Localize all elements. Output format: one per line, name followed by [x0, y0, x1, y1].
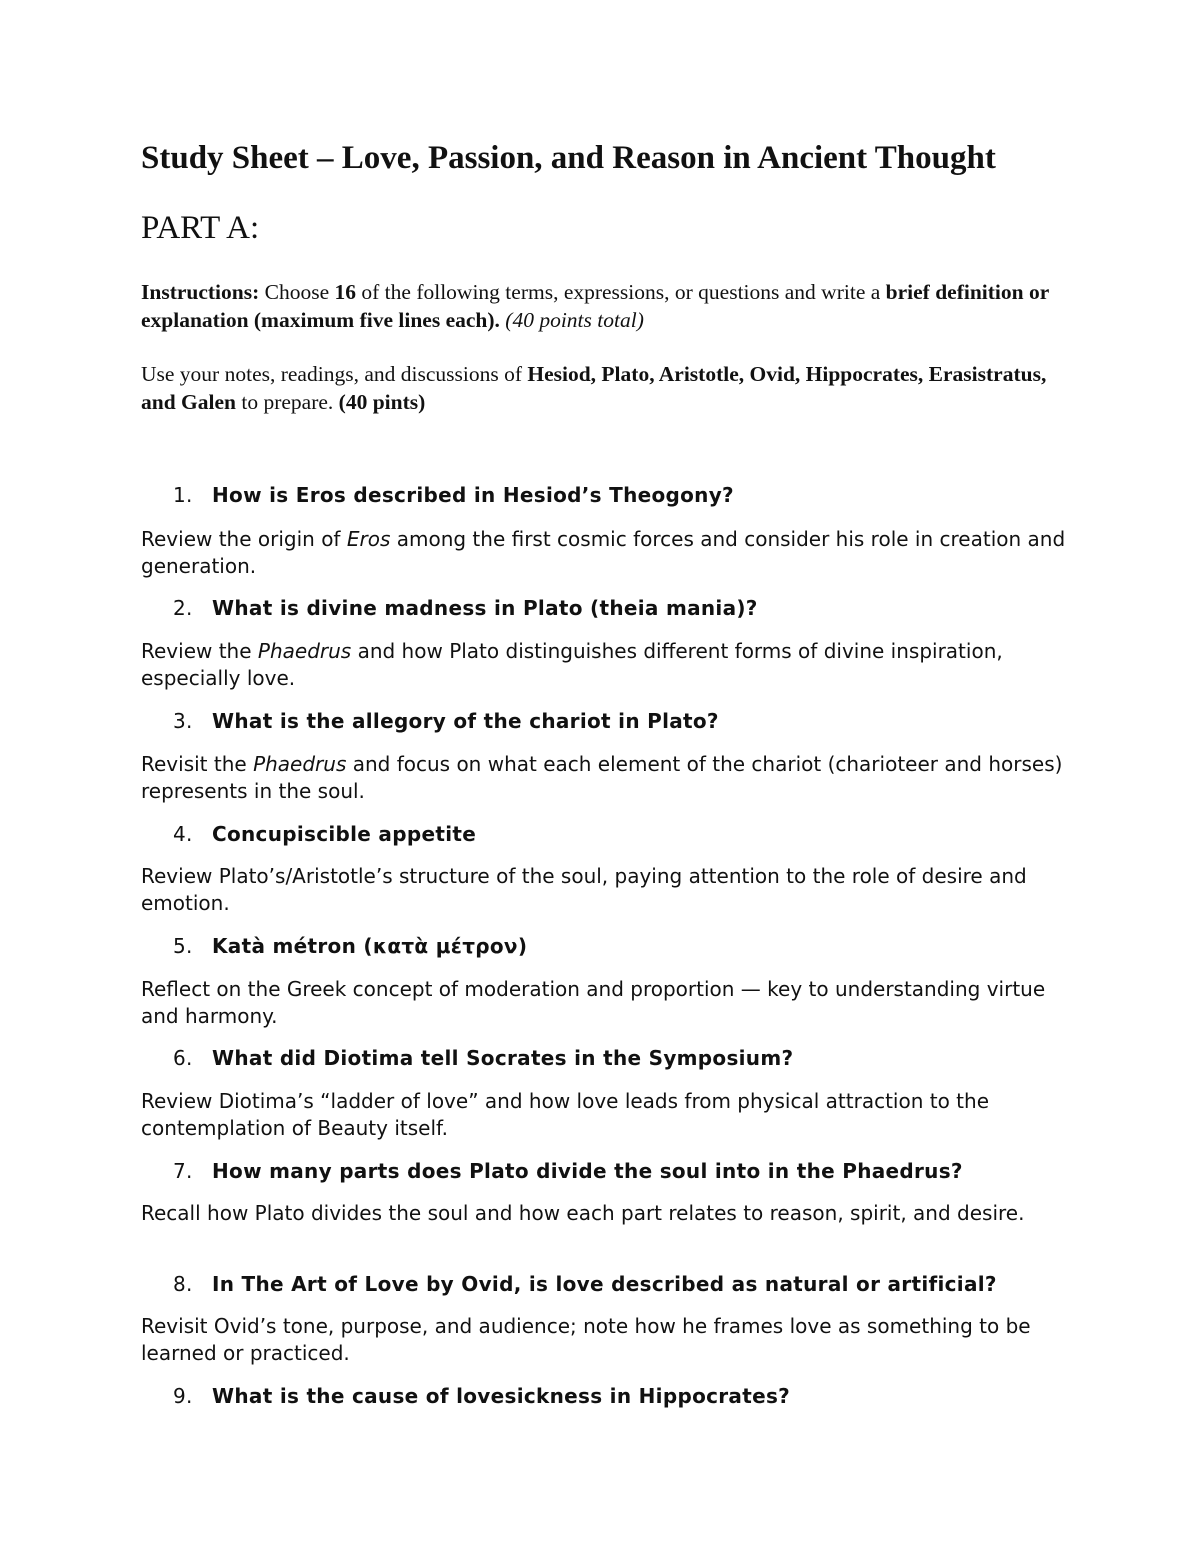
answer-hint	[141, 1313, 1071, 1367]
question-item	[173, 1383, 790, 1409]
question-text: Concupiscible appetite	[212, 822, 477, 846]
instructions-text-2: of the following terms, expressions, or questions and write a	[356, 280, 886, 304]
answer-emphasis: Eros	[346, 527, 391, 551]
instructions-bold: brief definition or explanation (maximum five lines each).	[141, 280, 1049, 332]
answer-hint	[141, 526, 1071, 580]
question-text: What is divine madness in Plato (theia mania)?	[212, 596, 758, 620]
answer-hint	[141, 1200, 1071, 1227]
prepare-points: (40 pints)	[338, 390, 426, 414]
answer-emphasis: Phaedrus	[257, 639, 352, 663]
answer-text-1: Review Plato’s/Aristotle’s structure of the soul, paying attention to the role of desire and emotion.	[141, 864, 1027, 915]
question-item	[173, 1158, 963, 1184]
answer-hint	[141, 638, 1071, 692]
answer-hint	[141, 863, 1071, 917]
question-number: 5.	[173, 934, 193, 958]
question-text: How is Eros described in Hesiod’s Theogony?	[212, 483, 734, 507]
answer-text-1: Review the origin of	[141, 527, 347, 551]
prepare-authors: Hesiod, Plato, Aristotle, Ovid, Hippocrates, Erasistratus, and Galen	[141, 362, 1047, 414]
question-number: 9.	[173, 1384, 193, 1408]
instructions-text-1: Choose	[259, 280, 335, 304]
answer-hint	[141, 976, 1071, 1030]
answer-hint	[141, 1088, 1071, 1142]
question-number: 3.	[173, 709, 193, 733]
question-text: In The Art of Love by Ovid, is love described as natural or artificial?	[212, 1272, 997, 1296]
answer-text-1: Reflect on the Greek concept of moderation and proportion — key to understanding virtue and harmony.	[141, 977, 1046, 1028]
document-title: Study Sheet – Love, Passion, and Reason in Ancient Thought	[141, 140, 996, 176]
answer-text-1: Review Diotima’s “ladder of love” and how love leads from physical attraction to the contemplation of Beauty itself.	[141, 1089, 989, 1140]
question-item	[173, 1271, 997, 1297]
answer-text-1: Recall how Plato divides the soul and how each part relates to reason, spirit, and desire.	[141, 1201, 1025, 1225]
part-heading: PART A:	[141, 210, 260, 246]
answer-text-2: and how Plato distinguishes different forms of divine inspiration, especially love.	[141, 639, 1003, 690]
question-text: What is the cause of lovesickness in Hippocrates?	[212, 1384, 791, 1408]
answer-text-1: Revisit Ovid’s tone, purpose, and audience; note how he frames love as something to be learned or practiced.	[141, 1314, 1031, 1365]
question-item	[173, 595, 758, 621]
question-text: What did Diotima tell Socrates in the Symposium?	[212, 1046, 794, 1070]
prepare-paragraph	[141, 360, 1081, 416]
answer-text-1: Revisit the	[141, 752, 254, 776]
question-number: 7.	[173, 1159, 193, 1183]
question-number: 8.	[173, 1272, 193, 1296]
question-item	[173, 933, 527, 959]
question-number: 6.	[173, 1046, 193, 1070]
question-text: Katà métron (κατὰ μέτρον)	[212, 934, 528, 958]
answer-text-2: among the first cosmic forces and consider his role in creation and generation.	[141, 527, 1066, 578]
answer-text-2: and focus on what each element of the chariot (charioteer and horses) represents in the soul.	[141, 752, 1063, 803]
question-item	[173, 482, 734, 508]
instructions-label: Instructions:	[141, 280, 260, 304]
answer-hint	[141, 751, 1071, 805]
instructions-paragraph	[141, 278, 1081, 334]
question-item	[173, 821, 476, 847]
question-number: 1.	[173, 483, 193, 507]
question-text: How many parts does Plato divide the soul into in the Phaedrus?	[212, 1159, 963, 1183]
answer-text-1: Review the	[141, 639, 258, 663]
answer-emphasis: Phaedrus	[253, 752, 347, 776]
prepare-text-1: Use your notes, readings, and discussions of	[141, 362, 528, 386]
question-number: 4.	[173, 822, 193, 846]
question-text: What is the allegory of the chariot in Plato?	[212, 709, 719, 733]
question-item	[173, 1045, 793, 1071]
instructions-points: (40 points total)	[505, 308, 644, 332]
instructions-count: 16	[334, 280, 357, 304]
prepare-text-2: to prepare.	[236, 390, 339, 414]
question-number: 2.	[173, 596, 193, 620]
question-item	[173, 708, 719, 734]
